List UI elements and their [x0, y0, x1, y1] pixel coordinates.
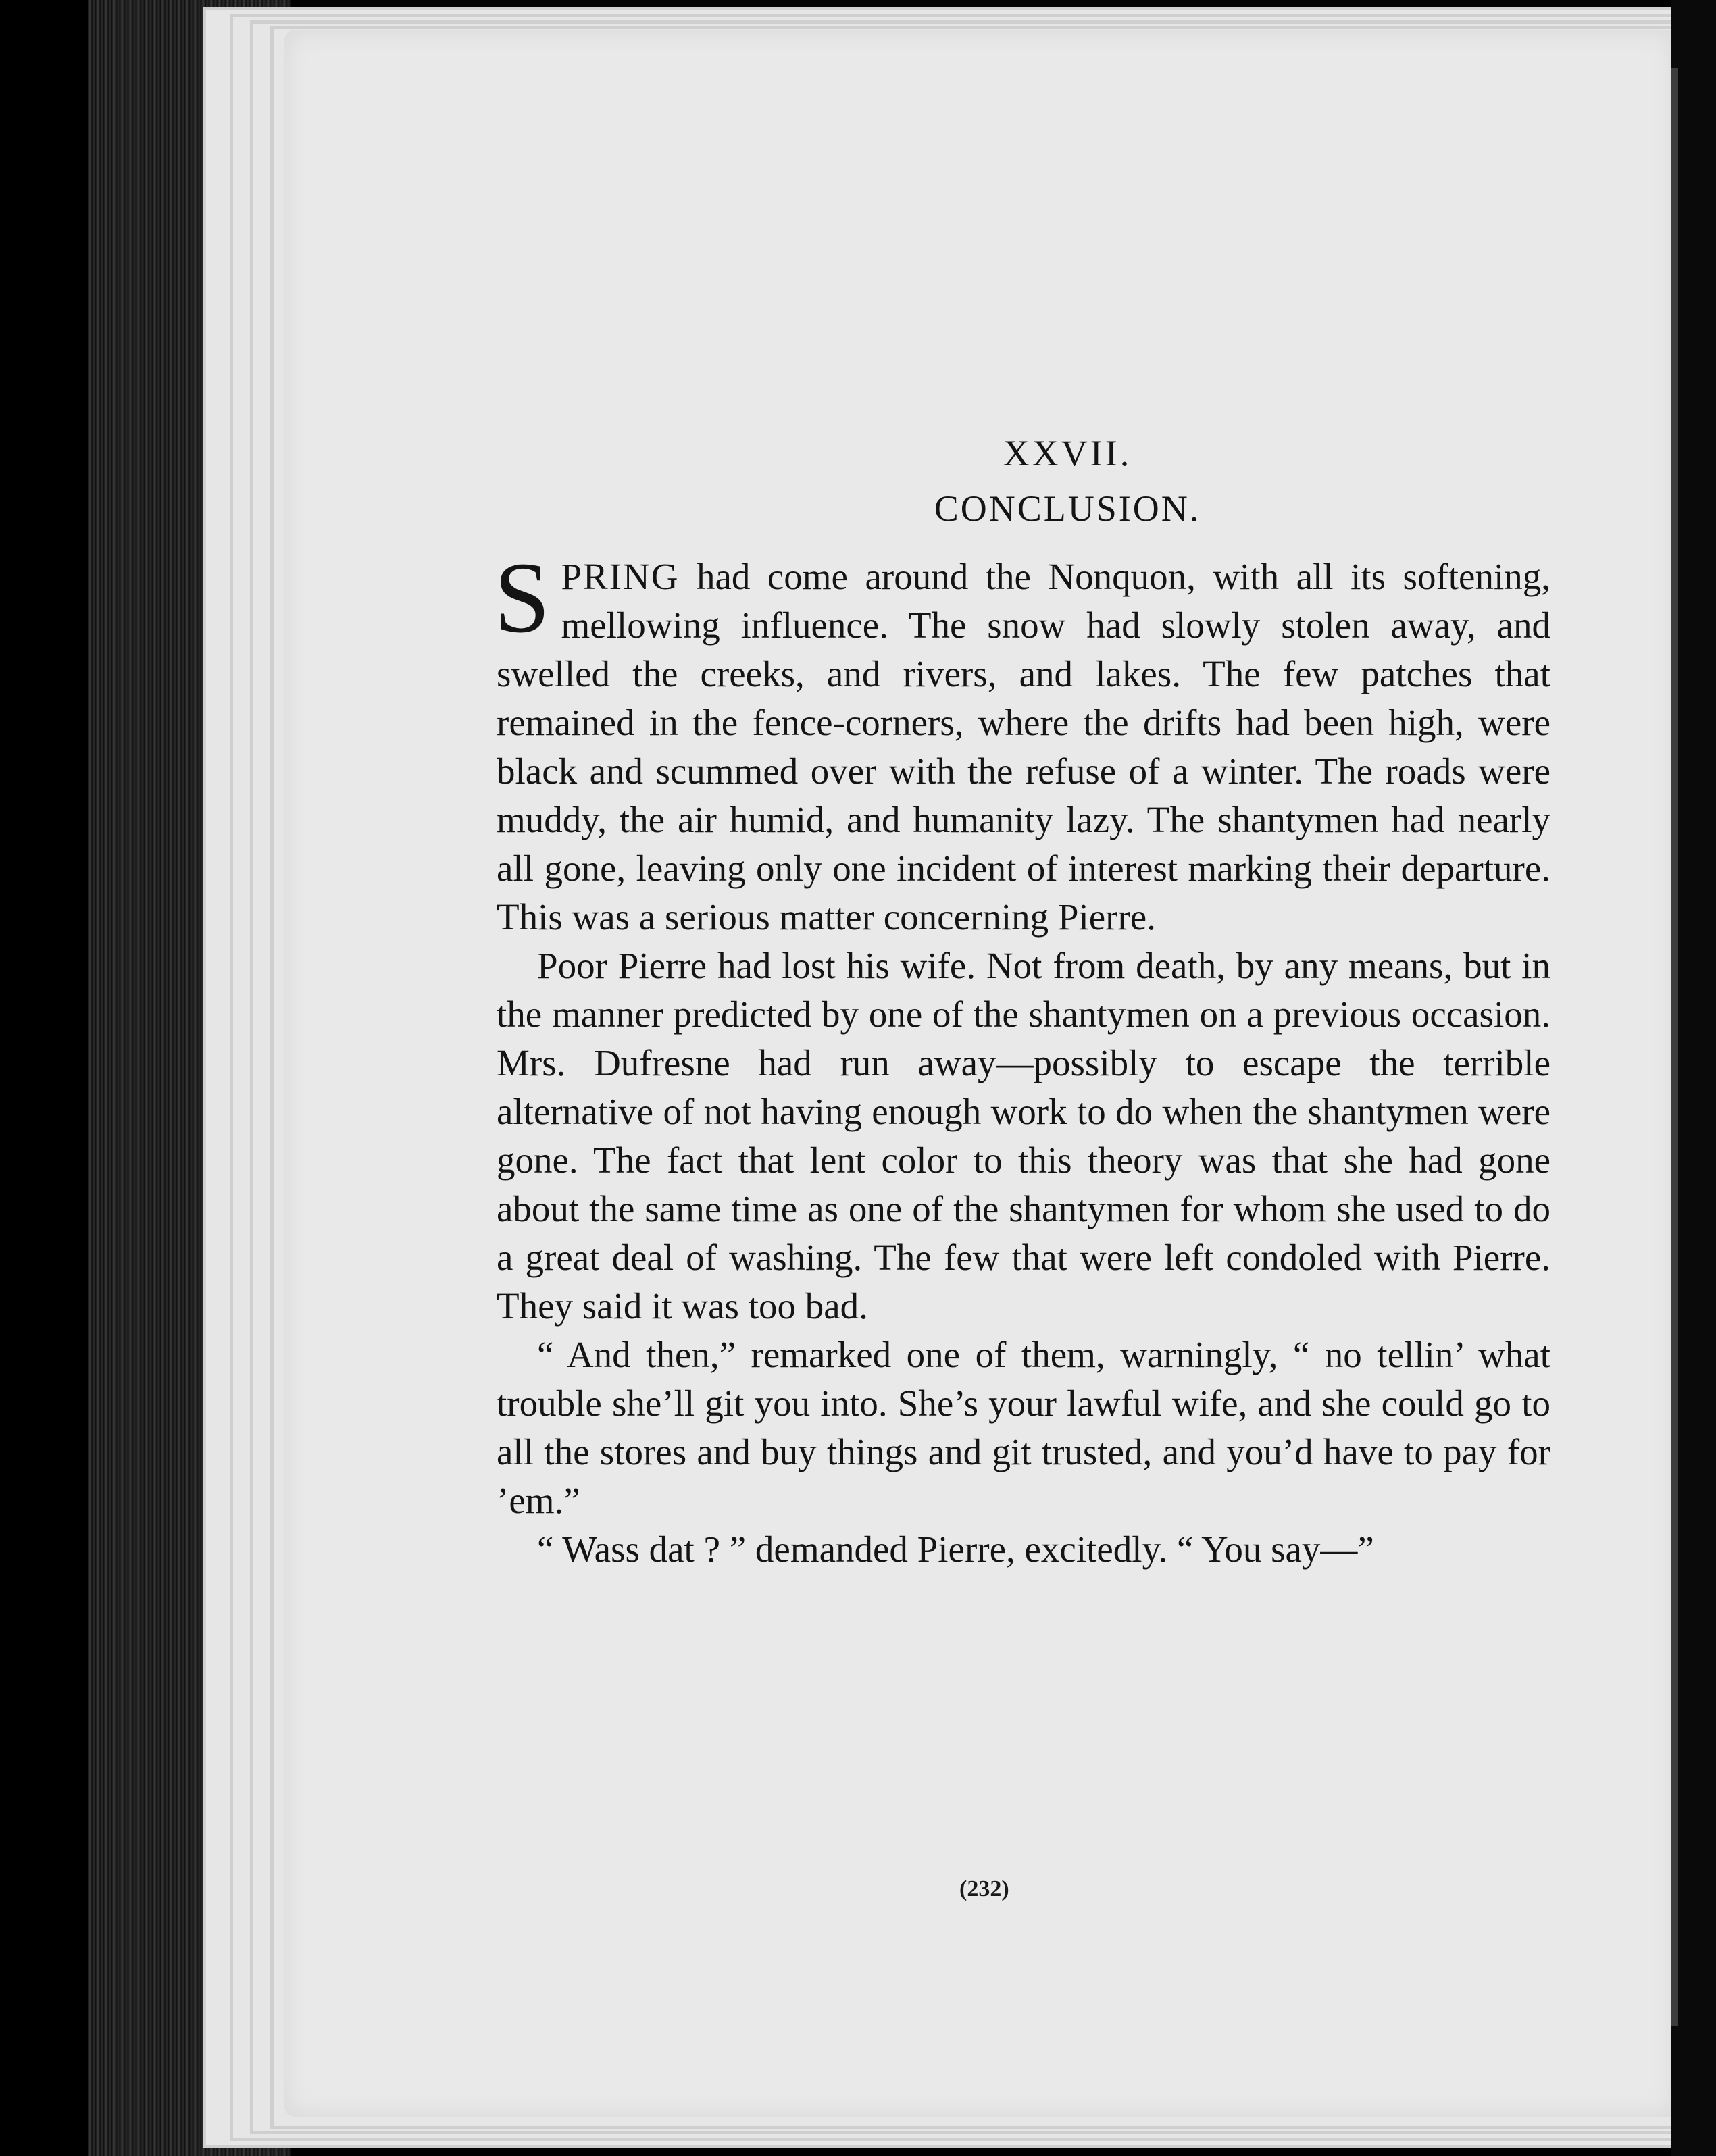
paragraph-1-text: had come around the Nonquon, with all its softening, mellowing influence. The snow had slowly stolen away, and swelled the creeks, and rivers, and lakes. The few patches that remained in the fence-corners, where the drifts had been high, were black and scummed over with the refuse of a winter. The roads were muddy, the air humid, and humanity lazy. The shantymen had nearly all gone, leaving only one incident of interest marking their departure. This was a serious matter concerning Pierre.	[497, 556, 1550, 938]
opening-word: PRING	[561, 556, 680, 597]
paragraph-1	[494, 542, 1550, 942]
page-right-edge	[1671, 0, 1716, 2156]
page-text	[494, 432, 1550, 1574]
paragraph-4: “ Wass dat ? ” demanded Pierre, excitedly. “ You say—”	[537, 1529, 1374, 1570]
paragraph-3: “ And then,” remarked one of them, warningly, “ no tellin’ what trouble she’ll git you into. She’s your lawful wife, and she could go to all the stores and buy things and git trusted, and you’d have to pay for ’em.”	[497, 1334, 1550, 1521]
paragraph-2: Poor Pierre had lost his wife. Not from death, by any means, but in the manner predicted by one of the shantymen on a previous occasion. Mrs. Dufresne had run away—possibly to escape the terrible alternative of not having enough work to do when the shantymen were gone. The fact that lent color to this theory was that she had gone about the same time as one of the shantymen for whom she used to do a great deal of washing. The few that were left condoled with Pierre. They said it was too bad.	[497, 945, 1550, 1327]
page-number: (232)	[959, 1876, 1009, 1901]
chapter-number: XXVII.	[1003, 433, 1132, 473]
drop-cap: S	[494, 542, 551, 654]
chapter-title: CONCLUSION.	[934, 488, 1201, 529]
